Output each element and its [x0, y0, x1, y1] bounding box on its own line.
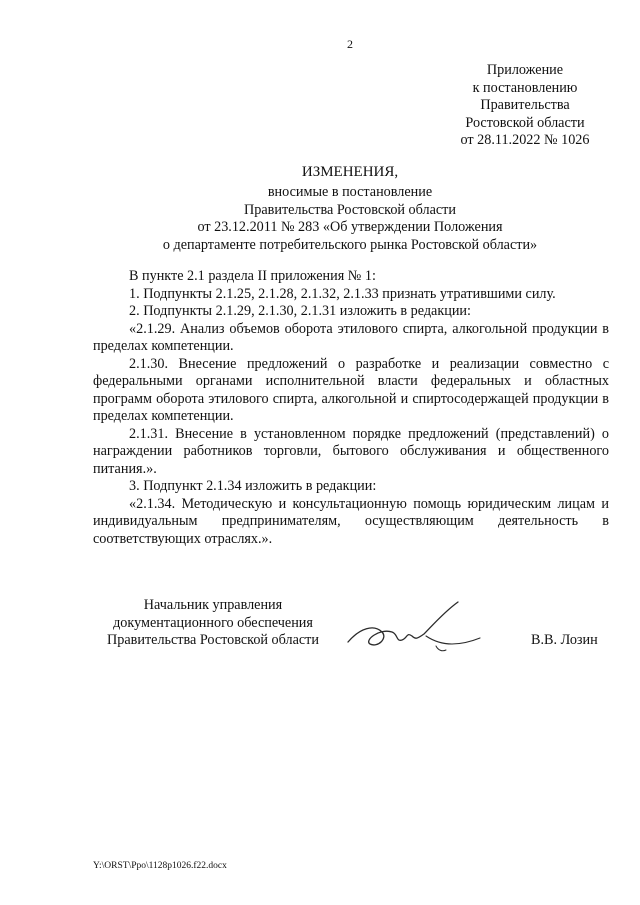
appendix-line: к постановлению [472, 79, 578, 96]
body-paragraph: 1. Подпункты 2.1.25, 2.1.28, 2.1.32, 2.1.33 признать утратившими силу. [129, 285, 556, 302]
document-body [93, 268, 609, 548]
signatory-name: В.В. Лозин [531, 632, 598, 648]
heading-line: о департаменте потребительского рынка Ростовской области» [162, 236, 538, 253]
appendix-line: Приложение [486, 62, 564, 78]
file-path-footer: Y:\ORST\Ppo\1128p1026.f22.docx [93, 861, 227, 871]
body-paragraph: 2.1.31. Внесение в установленном порядке предложений (представлений) о награждении работников торговли, бытового обслуживания и общественного питания.». [93, 425, 609, 477]
signatory-position-line: Начальник управления [143, 597, 283, 613]
body-paragraph: 2. Подпункты 2.1.29, 2.1.30, 2.1.31 изложить в редакции: [129, 303, 471, 319]
signatory-position [93, 597, 333, 650]
body-paragraph: 2.1.30. Внесение предложений о разработке и реализации совместно с федеральными органами исполнительной власти федеральных и областных программ оборота этилового спирта, алкогольной и спиртосодержащей продукции в пределах компетенции. [93, 355, 609, 424]
body-paragraph: «2.1.29. Анализ объемов оборота этилового спирта, алкогольной продукции в пределах компетенции. [93, 320, 609, 354]
body-paragraph: 3. Подпункт 2.1.34 изложить в редакции: [129, 478, 377, 494]
signatory-position-line: документационного обеспечения [113, 614, 313, 631]
appendix-line: от 28.11.2022 № 1026 [460, 132, 590, 148]
body-paragraph: В пункте 2.1 раздела II приложения № 1: [129, 268, 376, 284]
appendix-line: Правительства [480, 97, 570, 113]
appendix-header [455, 62, 595, 150]
handwritten-signature [340, 598, 490, 660]
signatory-position-line: Правительства Ростовской области [107, 632, 319, 648]
heading-line: вносимые в постановление [267, 184, 433, 200]
body-paragraph: «2.1.34. Методическую и консультационную помощь юридическим лицам и индивидуальным предпринимателям, осуществляющим деятельность в соответствующих отраслях.». [93, 495, 609, 547]
document-heading [0, 163, 640, 254]
heading-line: Правительства Ростовской области [244, 201, 456, 218]
page-number: 2 [347, 37, 353, 51]
heading-line: от 23.12.2011 № 283 «Об утверждении Положения [197, 219, 503, 235]
appendix-line: Ростовской области [465, 114, 585, 131]
document-title: ИЗМЕНЕНИЯ, [301, 164, 399, 180]
